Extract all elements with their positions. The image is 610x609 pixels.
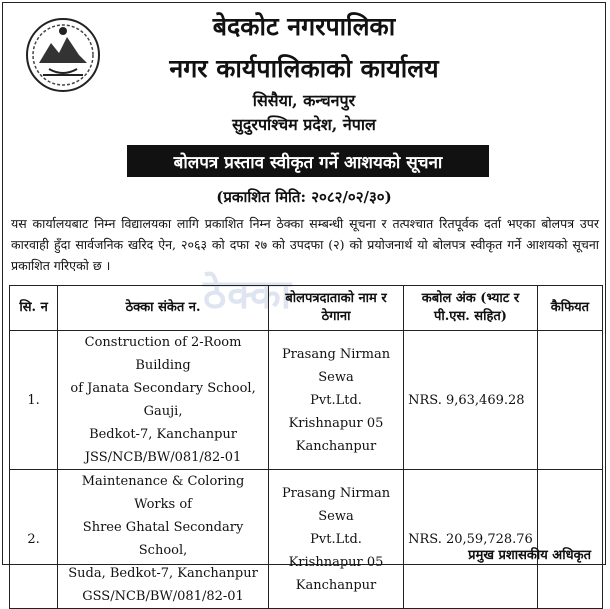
contract-line: Shree Ghatal Secondary School, <box>82 520 244 558</box>
table-row <box>10 470 603 609</box>
watermark-logo: ठेक्का <box>203 272 293 318</box>
published-date: (प्रकाशित मिति: २०८२/०२/३०) <box>216 188 392 206</box>
contract-code: GSS/NCB/BW/081/82-01 <box>82 589 244 604</box>
row-amount: NRS. 9,63,469.28 <box>404 331 538 470</box>
bidder-line: Prasang Nirman Sewa <box>281 485 391 524</box>
contract-code: JSS/NCB/BW/081/82-01 <box>84 450 242 465</box>
municipality-name: बेदकोट नगरपालिका <box>212 12 396 41</box>
col-header-sn: सि. न <box>10 286 58 331</box>
row-remarks <box>537 331 602 470</box>
col-header-amount: कबोल अंक (भ्याट र पी.एस. सहित) <box>404 286 538 331</box>
row-remarks <box>537 470 602 609</box>
col-header-bidder: बोलपत्रदाताको नाम र ठेगाना <box>268 286 403 331</box>
contract-line: Bedkot-7, Kanchanpur <box>89 427 238 442</box>
row-amount: NRS. 20,59,728.76 <box>404 470 538 609</box>
signatory-title: प्रमुख प्रशासकीय अधिकृत <box>468 548 591 563</box>
bidder-line: Pvt.Ltd. Krishnapur 05 <box>288 531 384 570</box>
bidder-line: Kanchanpur <box>295 577 377 593</box>
bidder-line: Kanchanpur <box>295 438 377 454</box>
row-bidder <box>268 331 403 470</box>
table-row <box>10 331 603 470</box>
bidder-line: Pvt.Ltd. Krishnapur 05 <box>288 392 384 431</box>
row-contract <box>58 331 269 470</box>
row-sn: 2. <box>10 470 58 609</box>
contract-line: of Janata Secondary School, Gauji, <box>70 381 256 419</box>
table-header-row <box>10 286 603 331</box>
office-location: सिसैया, कन्चनपुर <box>252 91 356 110</box>
row-contract <box>58 470 269 609</box>
province-name: सुदुरपश्चिम प्रदेश, नेपाल <box>232 115 376 134</box>
contract-line: Construction of 2-Room Building <box>84 335 242 373</box>
notice-title: बोलपत्र प्रस्ताव स्वीकृत गर्ने आशयको सूचना <box>127 145 489 177</box>
notice-intro: यस कार्यालयबाट निम्न विद्यालयका लागि प्रकाशित निम्न ठेक्का सम्बन्धी सूचना र तत्पश्चात रितपूर्वक दर्ता भएका बोलपत्र उपर कारवाही हुँदा सार्वजनिक खरिद ऐन, २०६३ को दफा २७ को उपदफा (२) को प्रयोजनार्थ यो बोलपत्र स्वीकृत गर्ने आशयको सूचना प्रकाशित गरिएको छ । <box>11 216 599 273</box>
contract-line: Suda, Bedkot-7, Kanchanpur <box>68 566 258 581</box>
office-name: नगर कार्यपालिकाको कार्यालय <box>169 54 439 83</box>
row-sn: 1. <box>10 331 58 470</box>
contract-line: Maintenance & Coloring Works of <box>81 474 245 512</box>
bidder-line: Prasang Nirman Sewa <box>281 346 391 385</box>
row-bidder <box>268 470 403 609</box>
col-header-contract: ठेक्का संकेत न. <box>58 286 269 331</box>
notice-page <box>2 2 606 604</box>
col-header-remarks: कैफियत <box>537 286 602 331</box>
